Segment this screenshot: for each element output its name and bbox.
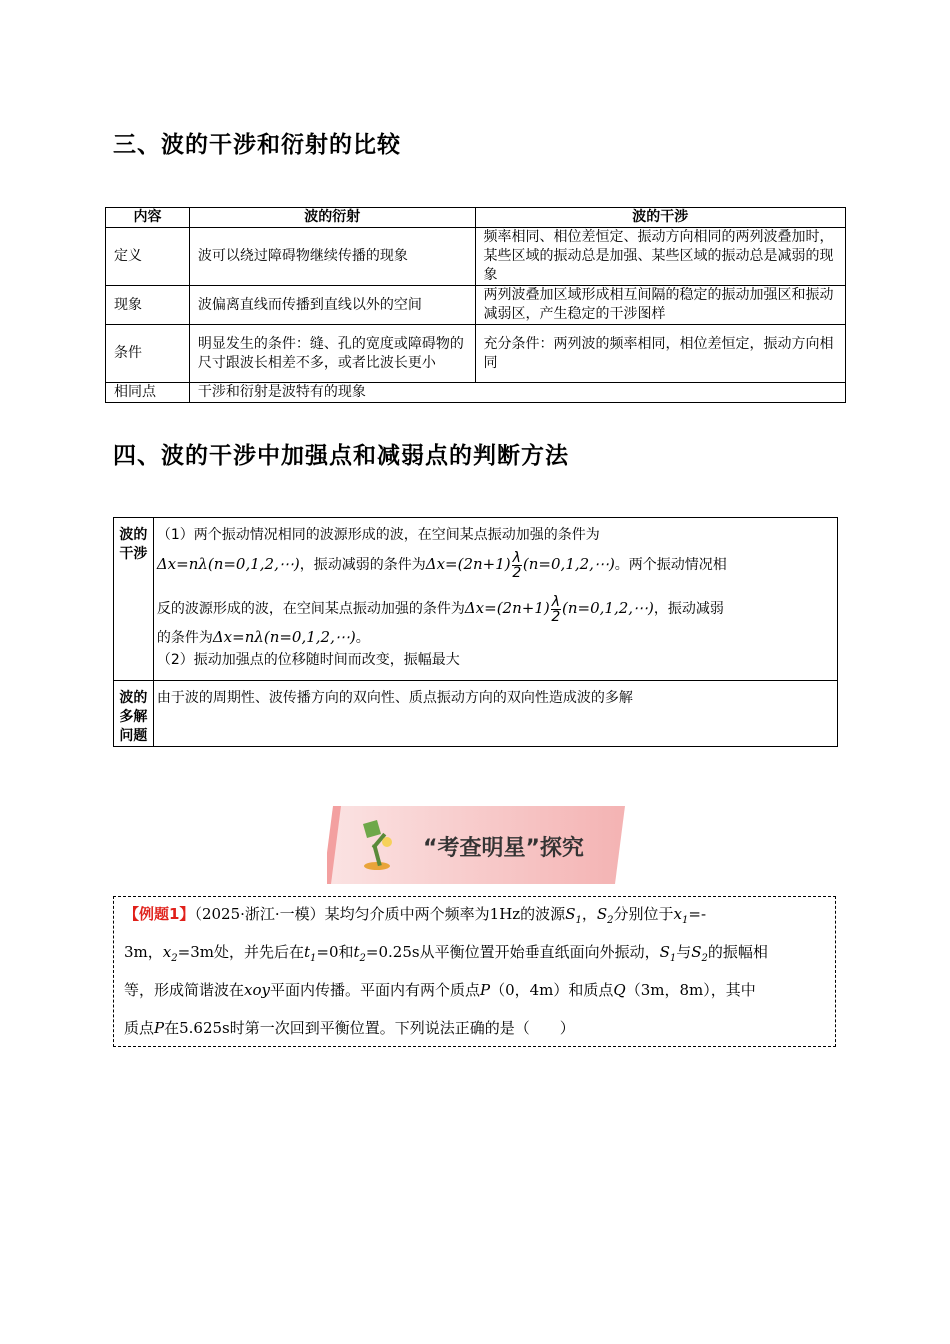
- para2: （2）振动加强点的位移随时间而改变，振幅最大: [156, 652, 460, 668]
- example-line-1: 【例题1】（2025·浙江·一模）某均匀介质中两个频率为1Hz的波源$S_1$，$S_2$分别位于$x_1=-$: [124, 905, 707, 926]
- example-text: =0.25s从平衡位置开始垂直纸面向外振动，: [365, 943, 660, 961]
- cell-interference: 充分条件：两列波的频率相同，相位差恒定，振动方向相同: [475, 325, 845, 383]
- row-label: 定义: [106, 228, 190, 286]
- col-header-interference: 波的干涉: [475, 208, 845, 228]
- example-text: 某均匀介质中两个频率为1Hz的波源: [324, 905, 566, 923]
- cell-diffraction: 波可以绕过障碍物继续传播的现象: [189, 228, 475, 286]
- example-text: （0，4m）和质点: [490, 981, 614, 999]
- example-tag: 【例题1】: [124, 905, 195, 923]
- example-text: =3m处，并先后在: [177, 943, 304, 961]
- example-text: 等，形成简谐波在: [124, 981, 245, 999]
- example-text: 的振幅相: [707, 943, 768, 961]
- formula-weak1-pre: Δx=(2n+1): [425, 555, 511, 573]
- section3-title: 三、波的干涉和衍射的比较: [113, 132, 401, 158]
- example-line-3: 等，形成简谐波在xoy平面内传播。平面内有两个质点P（0，4m）和质点Q（3m，8m），其中: [124, 981, 756, 999]
- cell-diffraction: 波偏离直线而传播到直线以外的空间: [189, 286, 475, 325]
- para1-d: 反的波源形成的波，在空间某点振动加强的条件为: [156, 601, 465, 617]
- multi-solution-head: 波的多解问题: [114, 681, 154, 747]
- desk-lamp-icon: [359, 820, 407, 872]
- para1-b: ，振动减弱的条件为: [299, 557, 426, 573]
- judgement-table: [113, 517, 838, 747]
- col-header-content: 内容: [106, 208, 190, 228]
- example-source: （2025·浙江·一模）: [194, 905, 325, 923]
- fraction-den: 2: [551, 608, 561, 625]
- example-text: （3m，8m），其中: [625, 981, 756, 999]
- para1-f: 的条件为: [156, 630, 213, 646]
- example-text: 质点: [124, 1019, 155, 1037]
- section4-title: 四、波的干涉中加强点和减弱点的判断方法: [113, 443, 569, 469]
- example-line-4: 质点P在5.625s时第一次回到平衡位置。下列说法正确的是（ ）: [124, 1019, 575, 1037]
- row-label: 现象: [106, 286, 190, 325]
- row-label: 条件: [106, 325, 190, 383]
- fraction-num: λ: [512, 549, 521, 566]
- interference-head: 波的干涉: [114, 518, 154, 681]
- banner-title: “考查明星”探究: [423, 836, 584, 861]
- table-row: [106, 325, 846, 383]
- example-text: 3m，: [124, 943, 163, 961]
- formula-strong2-pre: Δx=(2n+1): [464, 599, 550, 617]
- table-row: [106, 286, 846, 325]
- para1-c: 。两个振动情况相: [614, 557, 727, 573]
- cell-diffraction: 明显发生的条件：缝、孔的宽度或障碍物的尺寸跟波长相差不多，或者比波长更小: [189, 325, 475, 383]
- comparison-table: [105, 207, 846, 403]
- example-text: 在5.625s时第一次回到平衡位置。下列说法正确的是（ ）: [164, 1019, 575, 1037]
- example-text: 与: [676, 943, 692, 961]
- formula-strong2-post: (n=0,1,2,⋯): [562, 599, 654, 617]
- row-label: 相同点: [106, 383, 190, 403]
- example-line-2: 3m，$x_2=3m$处，并先后在$t_1=0$和$t_2=0.25s$从平衡位置开始垂直纸面向外振动，$S_1$与$S_2$的振幅相: [124, 943, 768, 964]
- formula-strong1: Δx=nλ(n=0,1,2,⋯): [156, 555, 300, 573]
- para1-g: 。: [355, 630, 370, 646]
- interference-body: [153, 518, 837, 681]
- example-box: [113, 896, 836, 1047]
- star-inquiry-banner: [327, 806, 625, 884]
- table-row: [106, 383, 846, 403]
- example-text: 平面内传播。平面内有两个质点: [269, 981, 480, 999]
- fraction-lambda-half: [551, 595, 561, 624]
- formula-weak1-post: (n=0,1,2,⋯): [522, 555, 615, 573]
- para1-e: ，振动减弱: [653, 601, 724, 617]
- cell-interference: 频率相同、相位差恒定、振动方向相同的两列波叠加时，某些区域的振动总是加强、某些区域的振动总是减弱的现象: [475, 228, 845, 286]
- multi-solution-text: 由于波的周期性、波传播方向的双向性、质点振动方向的双向性造成波的多解: [153, 681, 837, 747]
- example-text: 分别位于: [613, 905, 674, 923]
- col-header-diffraction: 波的衍射: [189, 208, 475, 228]
- formula-weak2: Δx=nλ(n=0,1,2,⋯): [212, 628, 356, 646]
- fraction-den: 2: [512, 564, 522, 581]
- para1-a: （1）两个振动情况相同的波源形成的波，在空间某点振动加强的条件为: [156, 527, 600, 543]
- fraction-lambda-half: [512, 551, 522, 580]
- fraction-num: λ: [551, 593, 561, 610]
- cell-common: 干涉和衍射是波特有的现象: [189, 383, 845, 403]
- table-row: [106, 228, 846, 286]
- example-text: =0和: [316, 943, 354, 961]
- cell-interference: 两列波叠加区域形成相互间隔的稳定的振动加强区和振动减弱区，产生稳定的干涉图样: [475, 286, 845, 325]
